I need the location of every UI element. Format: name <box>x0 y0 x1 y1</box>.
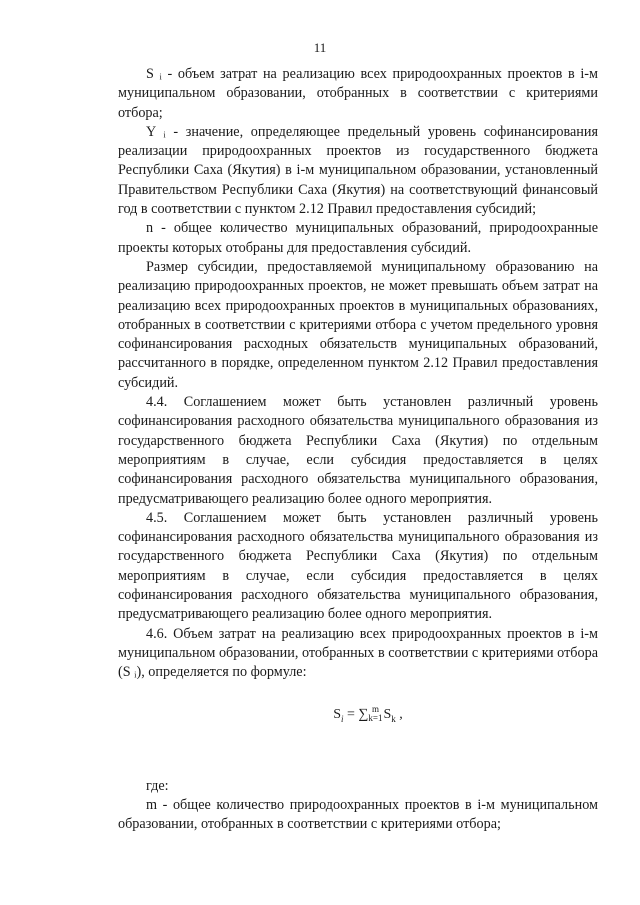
formula-sum-upper: m <box>371 704 379 715</box>
paragraph-4-4: 4.4. Соглашением может быть установлен различный уровень софинансирования расходного обязательства муниципального образования из государственного бюджета Республики Саха (Якутия) по отдельным мероприятиям в случае, если субсидия предоставляется в целях софинансирования расходного обязательства муниципального образования, предусматривающего реализацию более одного мероприятия. <box>118 394 598 507</box>
formula-lhs: S <box>333 706 341 722</box>
formula-term: S <box>383 706 392 722</box>
page-number: 11 <box>313 40 327 55</box>
paragraph-m-definition: m - общее количество природоохранных проектов в i-м муниципальном образовании, отобранных в соответствии с критериями отбора; <box>118 796 598 833</box>
paragraph-subsidy-size: Размер субсидии, предоставляемой муниципальному образованию на реализацию природоохранных проектов, не может превышать объем затрат на реализацию всех природоохранных проектов в муниципальных образованиях, отобранных в соответствии с критериями отбора с учетом предельного уровня софинансирования расходных обязательств муниципальных образований, рассчитанного в порядке, определенном пунктом 2.12 Правил предоставления субсидий. <box>118 258 598 391</box>
where-label: где: <box>146 777 169 794</box>
formula-equals: = <box>343 706 359 722</box>
paragraph-y-i-definition: Y ᵢ - значение, определяющее предельный уровень софинансирования реализации природоохранных проектов из государственного бюджета Республики Саха (Якутия) в i-м муниципальном образовании, установленный Правительством Республики Саха (Якутия) на соответствующий финансовый год в соответствии с пунктом 2.12 Правил предоставления субсидий; <box>118 123 598 218</box>
formula-sum-lower: k=1 <box>368 713 383 724</box>
formula-sum-symbol: ∑ <box>358 706 369 722</box>
document-body <box>118 65 598 834</box>
paragraph-4-5: 4.5. Соглашением может быть установлен различный уровень софинансирования расходного обязательства муниципального образования из государственного бюджета Республики Саха (Якутия) по отдельным мероприятиям в случае, если субсидия предоставляется в целях софинансирования расходного обязательства муниципального образования, предусматривающего реализацию более одного мероприятия. <box>118 509 598 623</box>
paragraph-s-i-definition: S ᵢ - объем затрат на реализацию всех природоохранных проектов в i-м муниципальном образовании, отобранных в соответствии с критериями отбора; <box>118 66 598 121</box>
formula-lhs-subscript: i <box>341 713 344 724</box>
formula-trailing-comma: , <box>395 706 403 722</box>
formula-term-subscript: k <box>391 713 396 724</box>
paragraph-4-6: 4.6. Объем затрат на реализацию всех природоохранных проектов в i-м муниципальном образовании, отобранных в соответствии с критериями отбора (S ᵢ), определяется по формуле: <box>118 625 598 681</box>
paragraph-n-definition: n - общее количество муниципальных образований, природоохранные проекты которых отобраны для предоставления субсидий. <box>118 220 598 256</box>
formula <box>118 705 598 729</box>
